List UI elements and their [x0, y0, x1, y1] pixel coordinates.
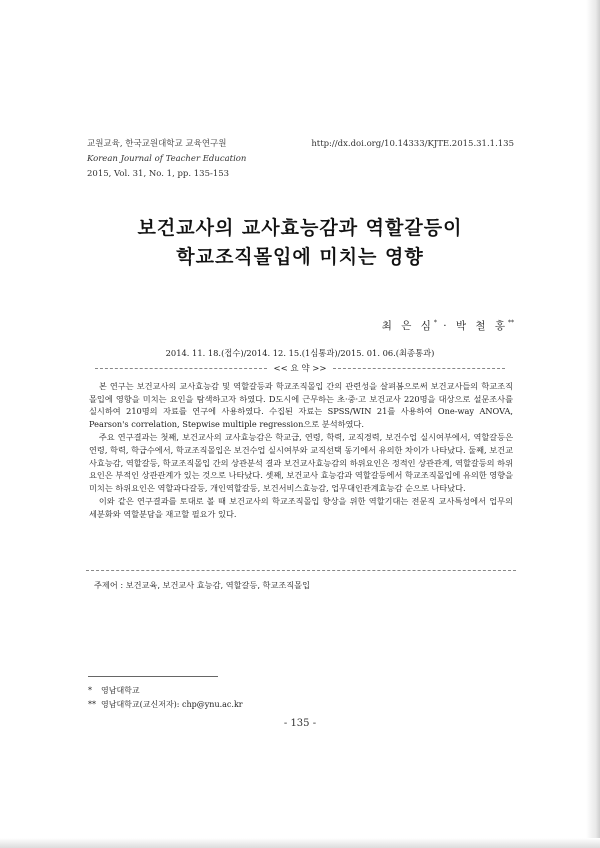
submission-dates: 2014. 11. 18.(접수)/2014. 12. 15.(1심통과)/2015. 01. 06.(최종통과)	[165, 348, 435, 358]
abstract-body	[89, 380, 513, 521]
author-1: 최 은 심	[381, 320, 434, 332]
volume-info: 2015, Vol. 31, No. 1, pp. 135-153	[87, 169, 230, 179]
author-separator: ·	[443, 320, 450, 332]
title-line-1: 보건교사의 교사효능감과 역할갈등이	[137, 217, 463, 239]
author-2-mark: **	[508, 319, 514, 327]
footnote-text: 영남대학교	[101, 686, 140, 695]
abstract-paragraph: 본 연구는 보건교사의 교사효능감 및 역할갈등과 학교조직몰입 간의 관련성을 살펴봄으로써 보건교사들의 학교조직몰입에 영향을 미치는 요인을 탐색하고자 하였다. D도시에 근무하는 초·중·고 보건교사 220명을 대상으로 설문조사를 실시하여 210명의 자료를 연구에 사용하였다. 수집된 자료는 SPSS/WIN 21를 사용하여 One-way ANOVA, Pearson's correlation, Stepwise multiple regression으로 분석하였다.	[89, 381, 513, 429]
footnote-rule	[88, 676, 218, 677]
abstract-heading: << 요 약 >>	[273, 364, 327, 374]
journal-name: Korean Journal of Teacher Education	[87, 154, 247, 164]
abstract-rule-left	[95, 368, 267, 369]
footnotes	[88, 684, 243, 712]
title-line-2: 학교조직몰입에 미치는 영향	[176, 246, 424, 268]
abstract-rule-right	[333, 368, 505, 369]
abstract-bottom-rule	[86, 570, 516, 571]
author-line	[382, 318, 514, 333]
publisher: 교원교육, 한국교원대학교 교육연구원	[87, 139, 227, 149]
doi-link[interactable]: http://dx.doi.org/10.14333/KJTE.2015.31.1.135	[311, 139, 514, 149]
footnote-mark: *	[88, 686, 92, 695]
footnote-text: 영남대학교(교신저자): chp@ynu.ac.kr	[101, 700, 243, 709]
page-number: - 135 -	[283, 718, 317, 729]
keywords: 주제어 : 보건교육, 보건교사 효능감, 역할갈등, 학교조직몰입	[94, 580, 311, 590]
footnote-1	[88, 684, 243, 698]
author-2: 박 철 홍	[455, 320, 508, 332]
abstract-paragraph: 이와 같은 연구결과를 토대로 볼 때 보건교사의 학교조직몰입 향상을 위한 역할기대는 전문직 교사특성에서 업무의 세분화와 역할분담을 재고할 필요가 있다.	[89, 496, 513, 519]
abstract-heading-row	[0, 362, 600, 374]
author-1-mark: *	[433, 319, 437, 327]
footnote-mark: **	[88, 700, 96, 709]
abstract-paragraph: 주요 연구결과는 첫째, 보건교사의 교사효능감은 학교급, 연령, 학력, 교직경력, 보건수업 실시여부에서, 역할갈등은 연령, 학력, 학급수에서, 학교조직몰입은 보건수업 실시여부와 교직선택 동기에서 유의한 차이가 나타났다. 둘째, 보건교사효능감, 역할갈등, 학교조직몰입 간의 상관분석 결과 보건교사효능감의 하위요인은 정적인 상관관계, 역할갈등의 하위요인은 부적인 상관관계가 있는 것으로 나타났다. 셋째, 보건교사 효능감과 역할갈등에서 학교조직몰입에 유의한 영향을 미치는 하위요인은 역할과다갈등, 개인역할갈등, 보건서비스효능감, 업무대인관계효능감 순으로 나타났다.	[89, 432, 513, 493]
page-bottom-shadow	[0, 838, 600, 848]
journal-header	[87, 137, 246, 182]
paper-title	[0, 214, 600, 272]
footnote-2	[88, 698, 243, 712]
